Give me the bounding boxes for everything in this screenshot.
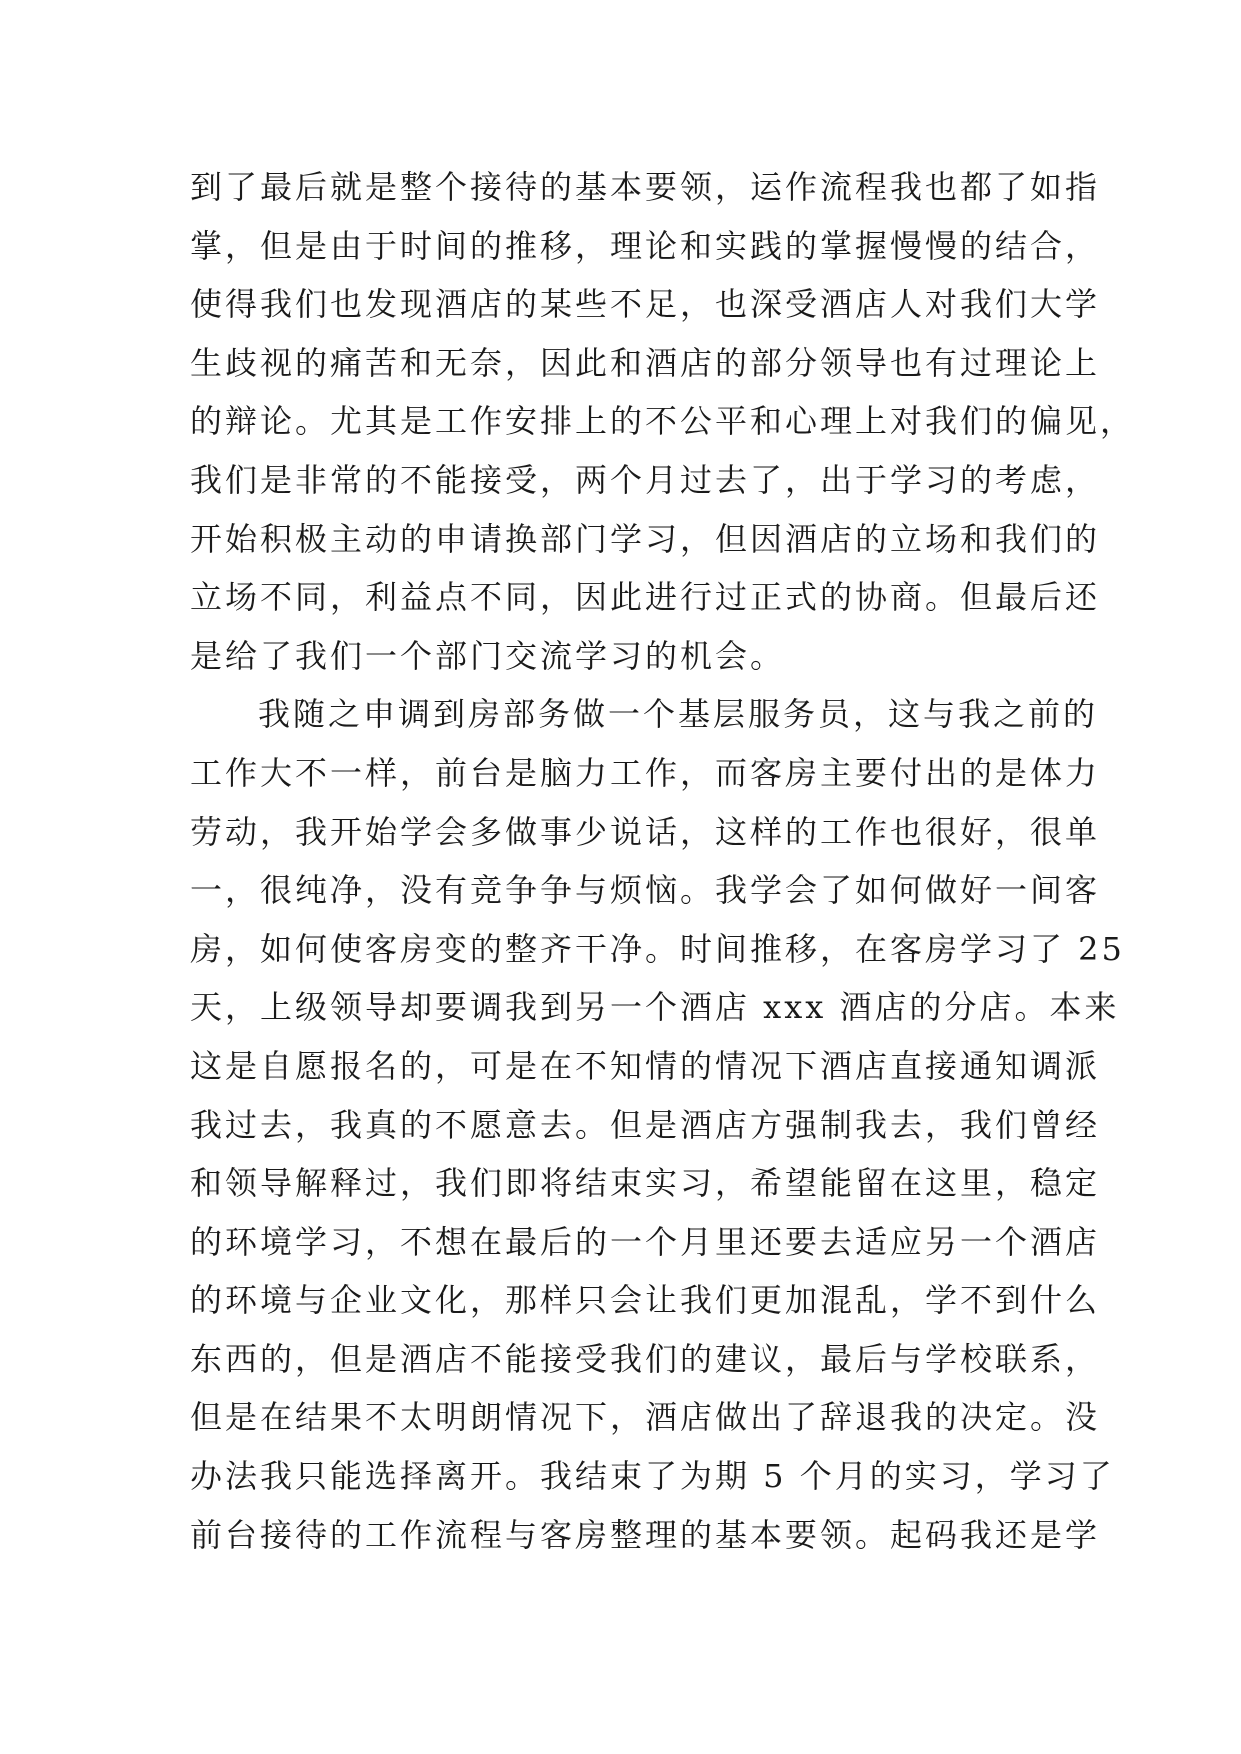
text-line: 房，如何使客房变的整齐干净。时间推移，在客房学习了 25	[190, 929, 1125, 968]
paragraph-2	[190, 685, 1125, 1564]
text-line: 工作大不一样，前台是脑力工作，而客房主要付出的是体力	[190, 753, 1101, 792]
text-line: 的环境与企业文化，那样只会让我们更加混乱，学不到什么	[190, 1281, 1101, 1320]
document-body	[190, 158, 1136, 1564]
text-line: 东西的，但是酒店不能接受我们的建议，最后与学校联系，	[190, 1339, 1101, 1378]
text-line: 办法我只能选择离开。我结束了为期 5 个月的实习，学习了	[190, 1457, 1115, 1496]
text-line: 使得我们也发现酒店的某些不足，也深受酒店人对我们大学	[190, 285, 1101, 324]
text-line: 到了最后就是整个接待的基本要领，运作流程我也都了如指	[190, 168, 1101, 206]
text-line: 前台接待的工作流程与客房整理的基本要领。起码我还是学	[190, 1515, 1101, 1554]
text-line: 生歧视的痛苦和无奈，因此和酒店的部分领导也有过理论上	[190, 343, 1101, 382]
text-line: 一，很纯净，没有竞争争与烦恼。我学会了如何做好一间客	[190, 871, 1101, 910]
text-line: 但是在结果不太明朗情况下，酒店做出了辞退我的决定。没	[190, 1398, 1101, 1437]
text-line-indented: 我随之申调到房部务做一个基层服务员，这与我之前的	[258, 695, 1099, 734]
text-line: 我们是非常的不能接受，两个月过去了，出于学习的考虑，	[190, 460, 1101, 499]
text-line: 立场不同，利益点不同，因此进行过正式的协商。但最后还	[190, 578, 1101, 617]
text-line: 是给了我们一个部门交流学习的机会。	[190, 636, 786, 675]
text-line: 的环境学习，不想在最后的一个月里还要去适应另一个酒店	[190, 1222, 1101, 1261]
paragraph-1	[190, 158, 1136, 685]
text-line: 的辩论。尤其是工作安排上的不公平和心理上对我们的偏见，	[190, 402, 1136, 441]
text-line: 这是自愿报名的，可是在不知情的情况下酒店直接通知调派	[190, 1046, 1101, 1085]
text-line: 我过去，我真的不愿意去。但是酒店方强制我去，我们曾经	[190, 1105, 1101, 1144]
text-line: 和领导解释过，我们即将结束实习，希望能留在这里，稳定	[190, 1164, 1101, 1203]
text-line: 开始积极主动的申请换部门学习，但因酒店的立场和我们的	[190, 519, 1101, 558]
text-line: 掌，但是由于时间的推移，理论和实践的掌握慢慢的结合，	[190, 226, 1101, 265]
text-line: 劳动，我开始学会多做事少说话，这样的工作也很好，很单	[190, 812, 1101, 851]
text-line: 天，上级领导却要调我到另一个酒店 xxx 酒店的分店。本来	[190, 988, 1120, 1027]
